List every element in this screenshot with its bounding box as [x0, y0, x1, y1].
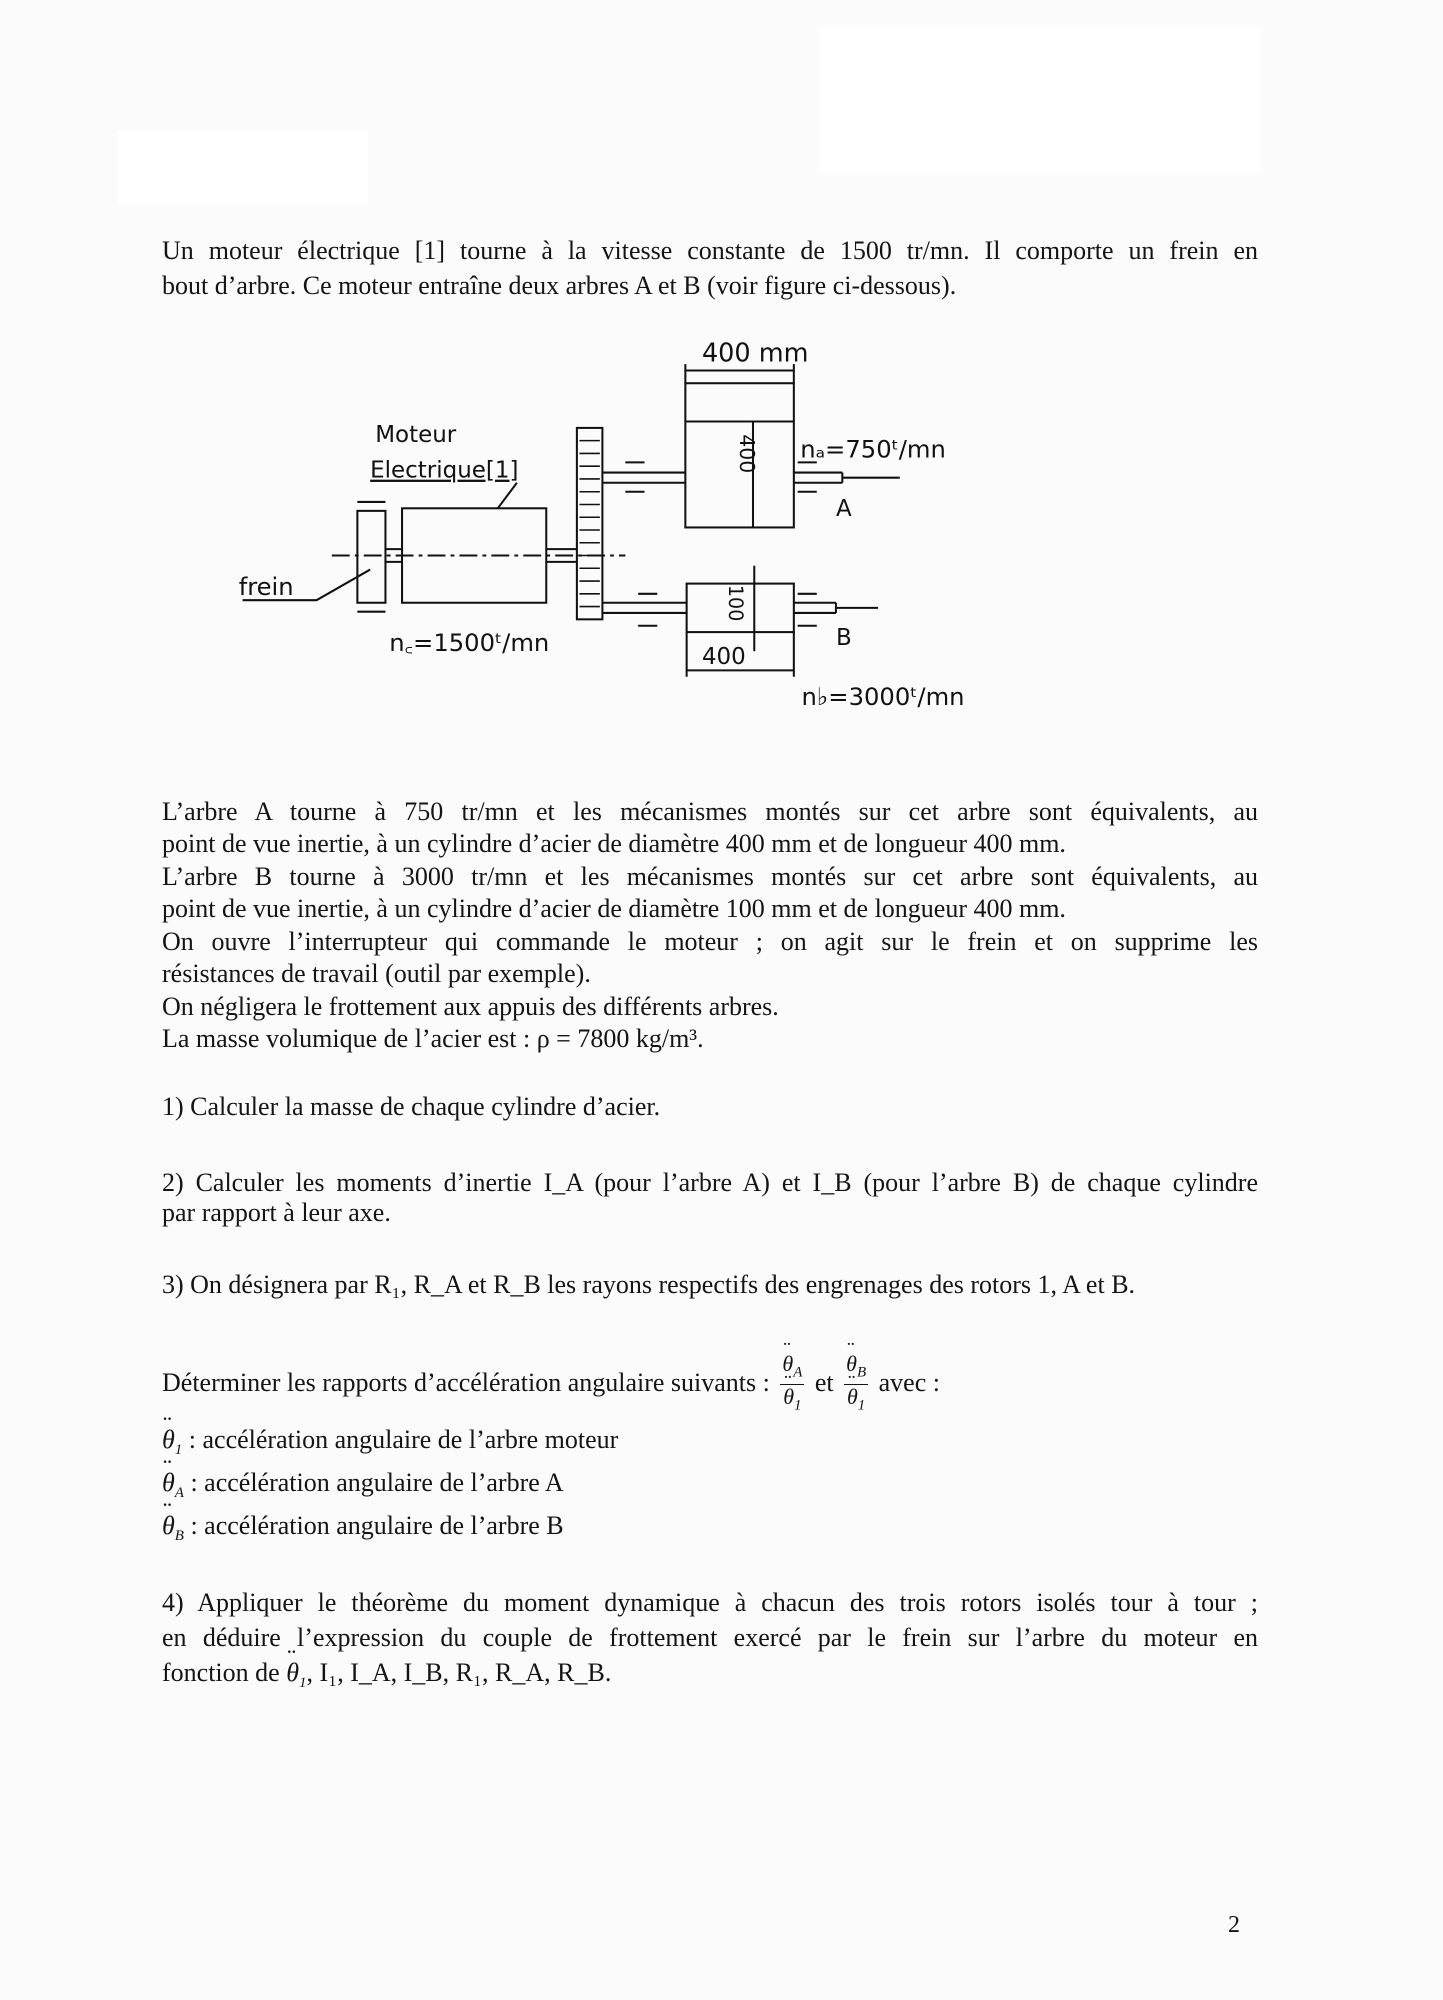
label-shaft-b: B — [835, 624, 852, 651]
gear — [577, 428, 603, 619]
label-diam-b: 100 — [723, 584, 747, 622]
et-text: et — [814, 1367, 834, 1397]
body-line-8: La masse volumique de l’acier est : ρ = 7800 kg/m³. — [162, 1024, 704, 1053]
label-speed-c: n꜀=1500ᵗ/mn — [389, 628, 550, 658]
ratio-b-over-1: ¨ $\theta_B$ ¨ $\theta_1$ — [844, 1352, 868, 1418]
redaction-top-left — [118, 130, 368, 205]
question-4-line-3: fonction de ¨ $\theta_1$, I₁, I_A, I_B, R₁, R_A, R_B. — [162, 1657, 1258, 1699]
mechanical-diagram — [217, 332, 1021, 728]
body-line-3: L’arbre B tourne à 3000 tr/mn et les mécanismes montés sur cet arbre sont équivalents, au — [162, 862, 1258, 891]
label-brake: frein — [238, 572, 294, 602]
thetaB-definition: ¨ $\theta_B$ : accélération angulaire de l’arbre B — [162, 1510, 1258, 1552]
label-speed-a: nₐ=750ᵗ/mn — [800, 434, 946, 464]
question-2-line-1: 2) Calculer les moments d’inertie I_A (pour l’arbre A) et I_B (pour l’arbre B) de chaque cylindre — [162, 1168, 1258, 1197]
body-line-5: On ouvre l’interrupteur qui commande le moteur ; on agit sur le frein et on supprime les — [162, 927, 1258, 956]
page-number: 2 — [1228, 1912, 1240, 1938]
thetaA-definition: ¨ $\theta_A$ : accélération angulaire de l’arbre A — [162, 1467, 1258, 1509]
brake-disc — [357, 511, 385, 603]
body-line-4: point de vue inertie, à un cylindre d’acier de diamètre 100 mm et de longueur 400 mm. — [162, 894, 1066, 923]
avec-text: avec : — [878, 1367, 940, 1397]
theta1-definition: ¨ $\theta_1$ : accélération angulaire de l’arbre moteur — [162, 1424, 1258, 1466]
redaction-top-right — [820, 25, 1260, 175]
label-motor-1: Moteur — [375, 421, 457, 448]
ratio-a-over-1: ¨ $\theta_A$ ¨ $\theta_1$ — [780, 1352, 804, 1418]
body-line-7: On négligera le frottement aux appuis des différents arbres. — [162, 992, 779, 1021]
label-speed-b: n♭=3000ᵗ/mn — [801, 681, 965, 711]
body-line-2: point de vue inertie, à un cylindre d’acier de diamètre 400 mm et de longueur 400 mm. — [162, 829, 1066, 858]
question-2-line-2: par rapport à leur axe. — [162, 1198, 391, 1227]
label-shaft-a: A — [835, 495, 852, 522]
determine-line — [162, 1352, 1258, 1418]
question-4-line-1: 4) Appliquer le théorème du moment dynamique à chacun des trois rotors isolés tour à tour ; — [162, 1588, 1258, 1617]
body-line-6: résistances de travail (outil par exemple). — [162, 959, 591, 988]
body-line-1: L’arbre A tourne à 750 tr/mn et les mécanismes montés sur cet arbre sont équivalents, au — [162, 797, 1258, 826]
question-1: 1) Calculer la masse de chaque cylindre d’acier. — [162, 1092, 661, 1121]
label-diam-a: 400 — [735, 434, 760, 474]
label-width-top: 400 mm — [701, 338, 809, 369]
question-3: 3) On désignera par R₁, R_A et R_B les rayons respectifs des engrenages des rotors 1, A et B. — [162, 1270, 1136, 1299]
label-width-b: 400 — [701, 644, 746, 671]
determine-text: Déterminer les rapports d’accélération angulaire suivants : — [162, 1367, 770, 1397]
intro-line-1: Un moteur électrique [1] tourne à la vitesse constante de 1500 tr/mn. Il comporte un frein en — [162, 236, 1258, 265]
label-motor-2: Electrique[1] — [370, 457, 519, 484]
intro-line-2: bout d’arbre. Ce moteur entraîne deux arbres A et B (voir figure ci-dessous). — [162, 271, 957, 300]
question-4-line-2: en déduire l’expression du couple de frottement exercé par le frein sur l’arbre du moteur en — [162, 1623, 1258, 1652]
